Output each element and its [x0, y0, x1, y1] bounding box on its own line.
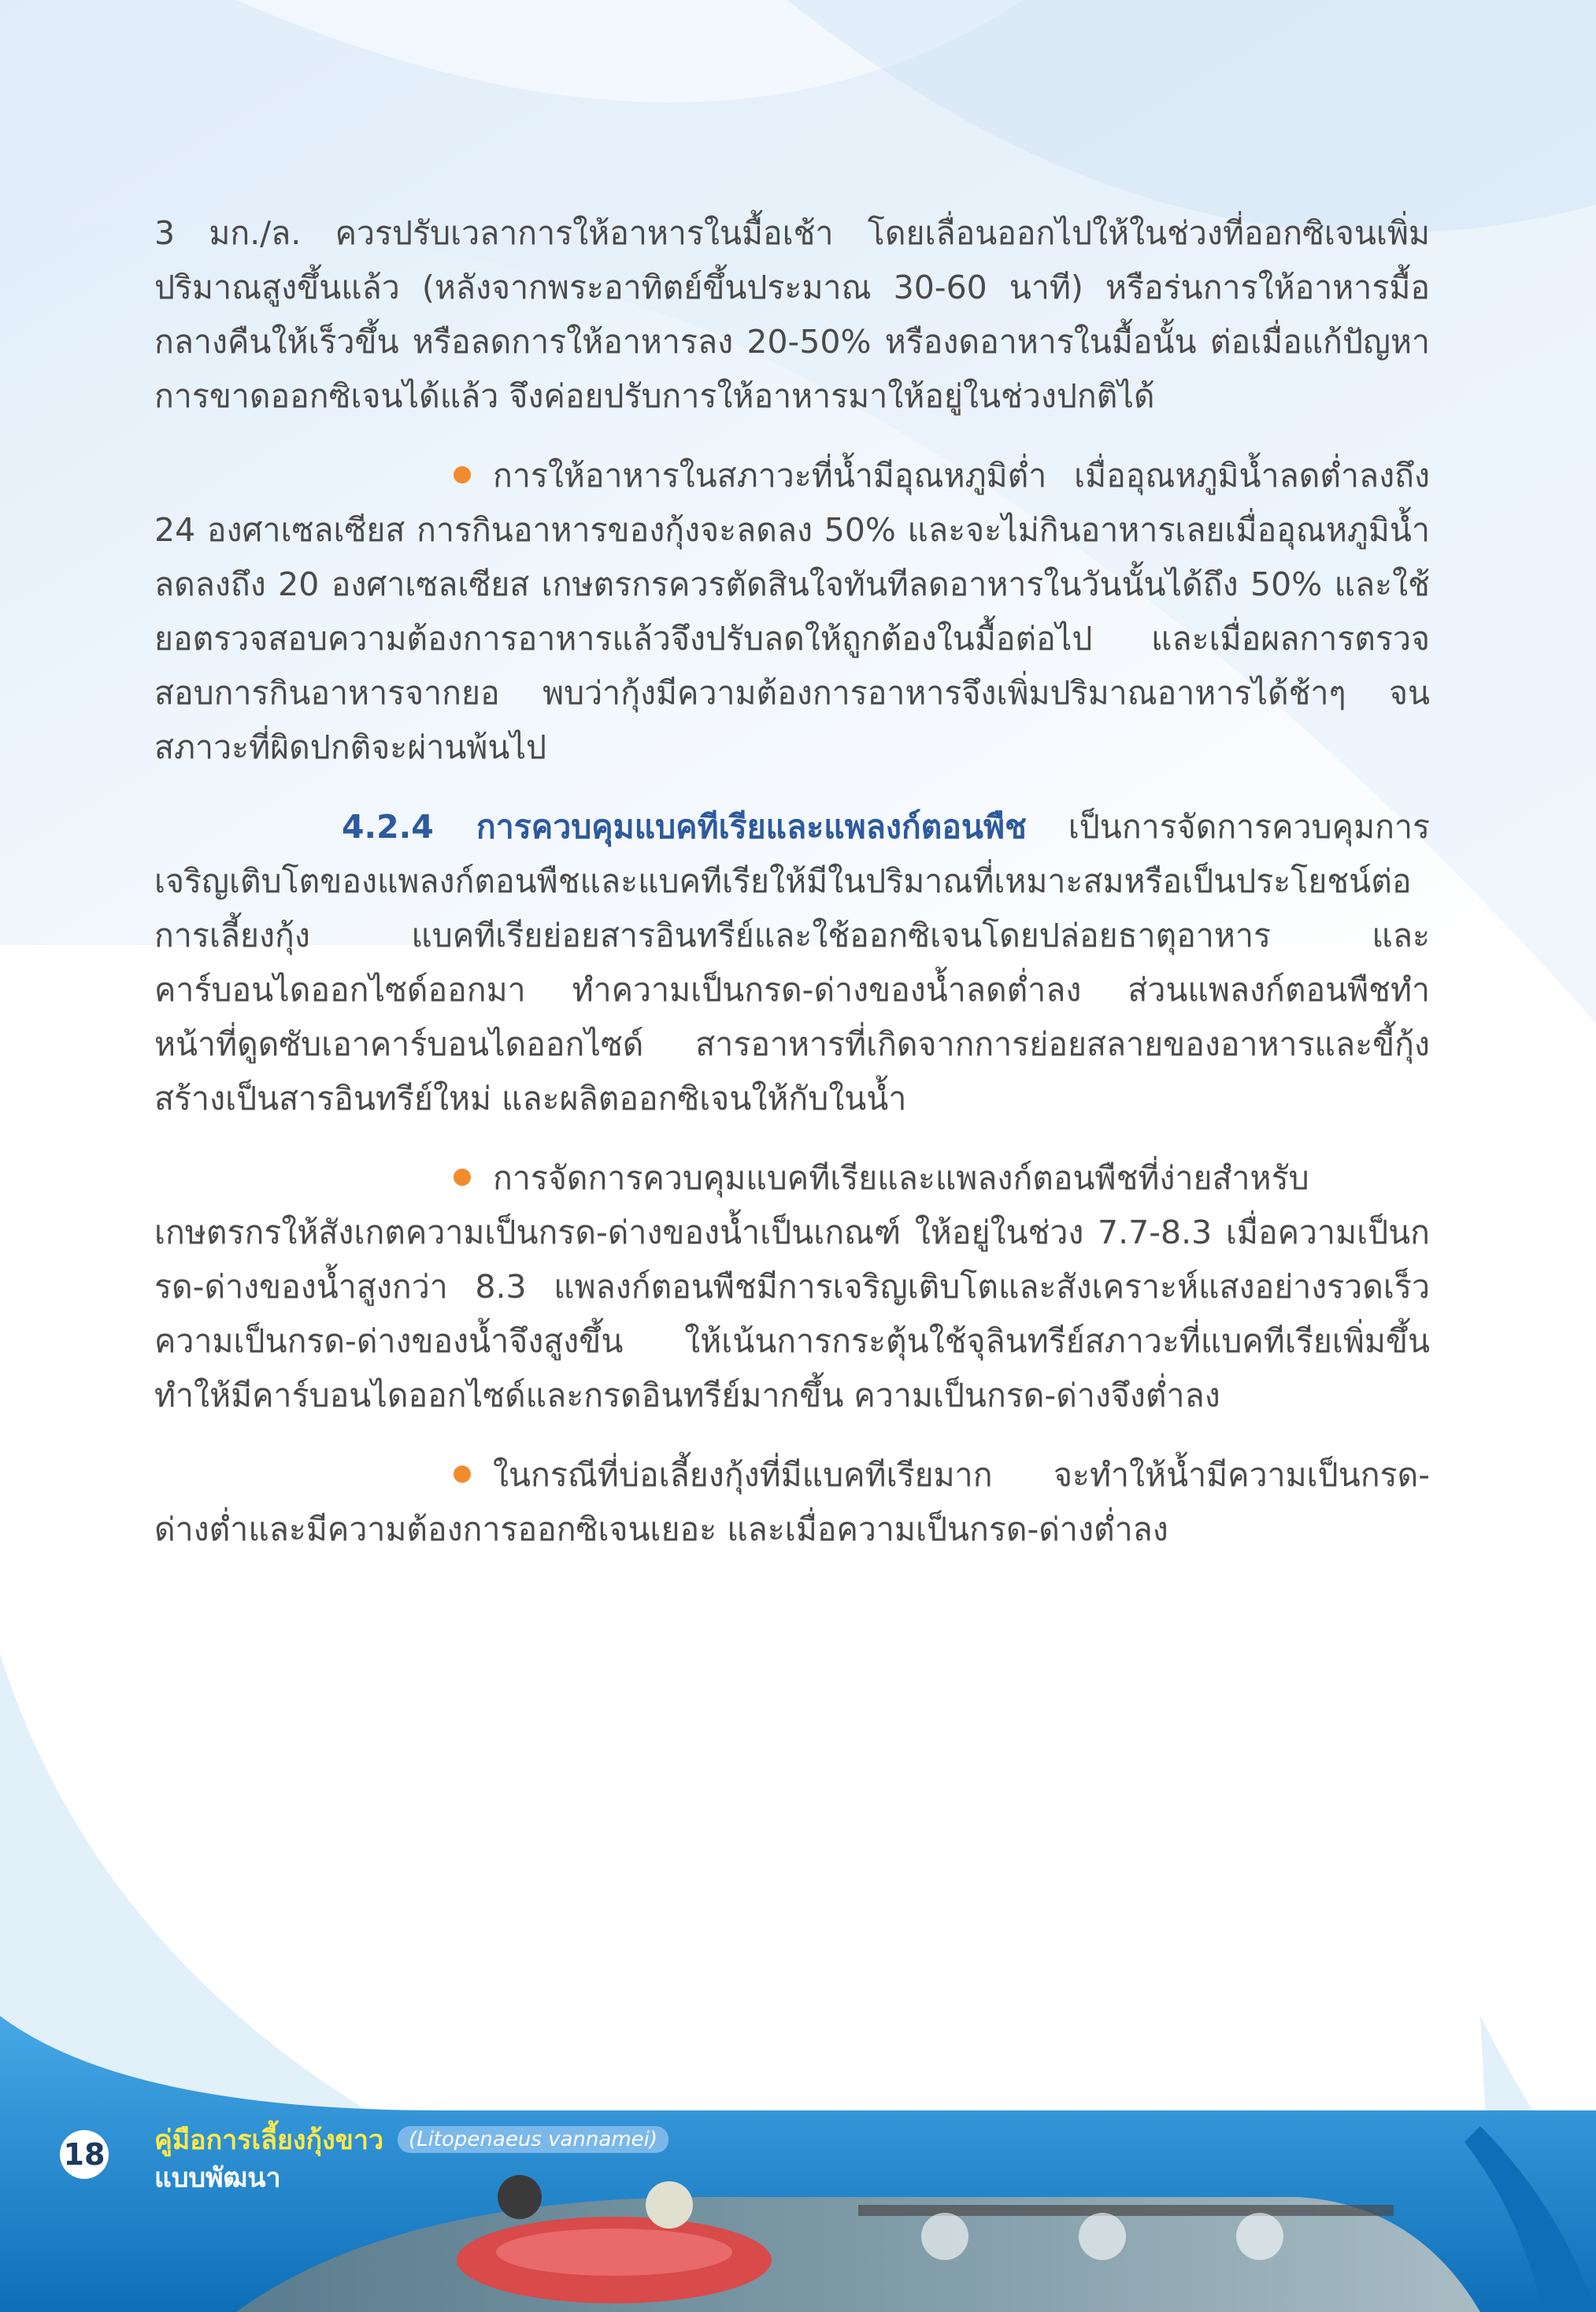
body-text	[154, 206, 1430, 1582]
paragraph-feeding-morning: 3 มก./ล. ควรปรับเวลาการให้อาหารในมื้อเช้า โดยเลื่อนออกไปให้ในช่วงที่ออกซิเจนเพิ่มปริมาณสูงขึ้นแล้ว (หลังจากพระอาทิตย์ขึ้นประมาณ 30-60 นาที) หรือร่นการให้อาหารมื้อกลางคืนให้เร็วขึ้น หรือลดการให้อาหารลง 20-50% หรืองดอาหารในมื้อนั้น ต่อเมื่อแก้ปัญหาการขาดออกซิเจนได้แล้ว จึงค่อยปรับการให้อาหารมาให้อยู่ในช่วงปกติได้	[154, 214, 1430, 415]
footer-title	[154, 2118, 668, 2161]
bullet-icon	[454, 1465, 471, 1483]
section-body-text: เป็นการจัดการควบคุมการเจริญเติบโตของแพลงก์ตอนพืชและแบคทีเรียให้มีในปริมาณที่เหมาะสมหรือเป็นประโยชน์ต่อการเลี้ยงกุ้ง แบคทีเรียย่อยสารอินทรีย์และใช้ออกซิเจนโดยปล่อยธาตุอาหาร และคาร์บอนไดออกไซด์ออกมา ทำความเป็นกรด-ด่างของน้ำลดต่ำลง ส่วนแพลงก์ตอนพืชทำหน้าที่ดูดซับเอาคาร์บอนไดออกไซด์ สารอาหารที่เกิดจากการย่อยสลายของอาหารและขี้กุ้ง สร้างเป็นสารอินทรีย์ใหม่ และผลิตออกซิเจนให้กับในน้ำ	[154, 808, 1430, 1117]
footer-title-text: คู่มือการเลี้ยงกุ้งขาว	[154, 2125, 384, 2156]
bullet-text-ph-control: การจัดการควบคุมแบคทีเรียและแพลงก์ตอนพืชที่ง่ายสำหรับเกษตรกรให้สังเกตความเป็นกรด-ด่างของน้ำเป็นเกณฑ์ ให้อยู่ในช่วง 7.7-8.3 เมื่อความเป็นกรด-ด่างของน้ำสูงกว่า 8.3 แพลงก์ตอนพืชมีการเจริญเติบโตและสังเคราะห์แสงอย่างรวดเร็ว ความเป็นกรด-ด่างของน้ำจึงสูงขึ้น ให้เน้นการกระตุ้นใช้จุลินทรีย์สภาวะที่แบคทีเรียเพิ่มขึ้นทำให้มีคาร์บอนไดออกไซด์และกรดอินทรีย์มากขึ้น ความเป็นกรด-ด่างจึงต่ำลง	[154, 1159, 1430, 1414]
section-4-2-4	[154, 800, 1430, 1126]
bullet-text-high-bacteria: ในกรณีที่บ่อเลี้ยงกุ้งที่มีแบคทีเรียมาก จะทำให้น้ำมีความเป็นกรด-ด่างต่ำและมีความต้องการออกซิเจนเยอะ และเมื่อความเป็นกรด-ด่างต่ำลง	[154, 1456, 1430, 1548]
bullet-low-temperature	[154, 449, 1430, 775]
bullet-ph-control	[154, 1151, 1430, 1423]
bullet-icon	[454, 1169, 471, 1186]
bullet-text-low-temperature: การให้อาหารในสภาวะที่น้ำมีอุณหภูมิต่ำ เมื่ออุณหภูมิน้ำลดต่ำลงถึง 24 องศาเซลเซียส การกินอาหารของกุ้งจะลดลง 50% และจะไม่กินอาหารเลยเมื่ออุณหภูมิน้ำลดลงถึง 20 องศาเซลเซียส เกษตรกรควรตัดสินใจทันทีลดอาหารในวันนั้นได้ถึง 50% และใช้ยอตรวจสอบความต้องการอาหารแล้วจึงปรับลดให้ถูกต้องในมื้อต่อไป และเมื่อผลการตรวจสอบการกินอาหารจากยอ พบว่ากุ้งมีความต้องการอาหารจึงเพิ่มปริมาณอาหารได้ช้าๆ จนสภาวะที่ผิดปกติจะผ่านพ้นไป	[154, 457, 1430, 766]
bullet-high-bacteria	[154, 1448, 1430, 1557]
bullet-icon	[454, 466, 471, 484]
footer-subtitle: แบบพัฒนา	[154, 2162, 281, 2194]
scientific-name-badge: (Litopenaeus vannamei)	[398, 2126, 668, 2153]
page-number: 18	[60, 2130, 109, 2179]
section-heading: 4.2.4 การควบคุมแบคทีเรียและแพลงก์ตอนพืช	[342, 808, 1027, 846]
